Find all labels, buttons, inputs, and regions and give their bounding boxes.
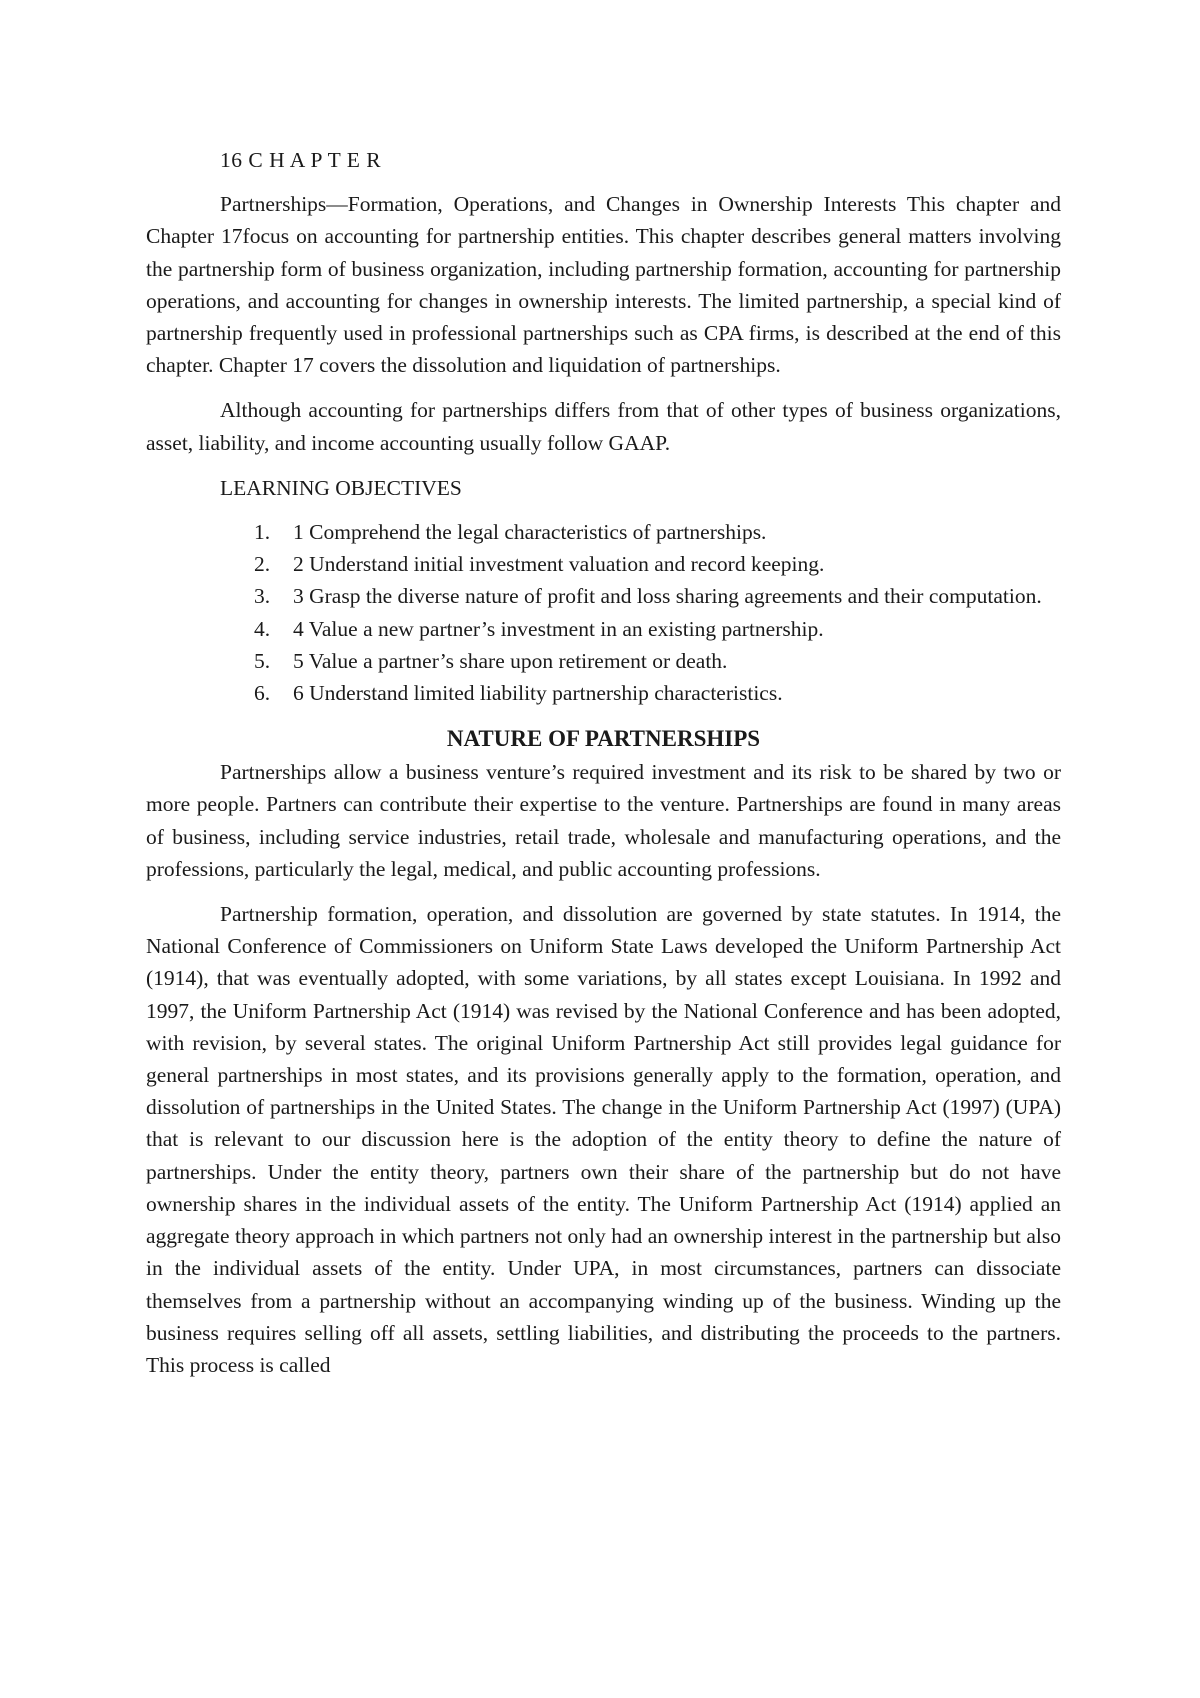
list-item-number: 5. [254, 648, 271, 673]
body-paragraph: Partnership formation, operation, and dissolution are governed by state statutes. In 1914, the National Conference of Commissioners on Uniform State Laws developed the Uniform Partnership Act (1914), that was eventually adopted, with some variations, by all states except Louisiana. In 1992 and 1997, the Uniform Partnership Act (1914) was revised by the National Conference and has been adopted, with revision, by several states. The original Uniform Partnership Act still provides legal guidance for general partnerships in most states, and its provisions generally apply to the formation, operation, and dissolution of partnerships in the United States. The change in the Uniform Partnership Act (1997) (UPA) that is relevant to our discussion here is the adoption of the entity theory to define the nature of partnerships. Under the entity theory, partners own their share of the partnership but do not have ownership shares in the individual assets of the entity. The Uniform Partnership Act (1914) applied an aggregate theory approach in which partners not only had an ownership interest in the partnership but also in the individual assets of the entity. Under UPA, in most circumstances, partners can dissociate themselves from a partnership without an accompanying winding up of the business. Winding up the business requires selling off all assets, settling liabilities, and distributing the proceeds to the partners. This process is called [146, 902, 1061, 1377]
list-item-number: 6. [254, 681, 271, 706]
list-item-text: 5 Value a partner’s share upon retirement or death. [293, 648, 728, 673]
list-item-text: 2 Understand initial investment valuation and record keeping. [293, 552, 825, 577]
list-item [254, 548, 1061, 580]
list-item-text: 3 Grasp the diverse nature of profit and loss sharing agreements and their computation. [293, 584, 1042, 609]
section-title: NATURE OF PARTNERSHIPS [446, 726, 761, 752]
learning-objectives-list [146, 516, 1061, 709]
list-item-text: 1 Comprehend the legal characteristics of partnerships. [293, 520, 767, 545]
body-paragraph: Partnerships allow a business venture’s required investment and its risk to be shared by two or more people. Partners can contribute their expertise to the venture. Partnerships are found in many areas of business, including service industries, retail trade, wholesale and manufacturing operations, and the professions, particularly the legal, medical, and public accounting professions. [146, 760, 1061, 881]
document-page [146, 144, 1061, 1394]
list-item [254, 645, 1061, 677]
list-item-text: 4 Value a new partner’s investment in an existing partnership. [293, 616, 824, 641]
learning-objectives-label: LEARNING OBJECTIVES [220, 475, 462, 500]
list-item-text: 6 Understand limited liability partnership characteristics. [293, 681, 783, 706]
intro-paragraph: Partnerships—Formation, Operations, and Changes in Ownership Interests This chapter and Chapter 17focus on accounting for partnership entities. This chapter describes general matters involving the partnership form of business organization, including partnership formation, accounting for partnership operations, and accounting for changes in ownership interests. The limited partnership, a special kind of partnership frequently used in professional partnerships such as CPA firms, is described at the end of this chapter. Chapter 17 covers the dissolution and liquidation of partnerships. [146, 192, 1061, 378]
list-item [254, 677, 1061, 709]
list-item [254, 580, 1061, 612]
list-item-number: 2. [254, 552, 271, 577]
list-item-number: 3. [254, 584, 271, 609]
list-item [254, 516, 1061, 548]
intro-paragraph: Although accounting for partnerships differs from that of other types of business organizations, asset, liability, and income accounting usually follow GAAP. [146, 398, 1061, 455]
list-item-number: 1. [254, 520, 271, 545]
chapter-heading: 16 C H A P T E R [220, 148, 382, 172]
list-item-number: 4. [254, 616, 271, 641]
list-item [254, 613, 1061, 645]
